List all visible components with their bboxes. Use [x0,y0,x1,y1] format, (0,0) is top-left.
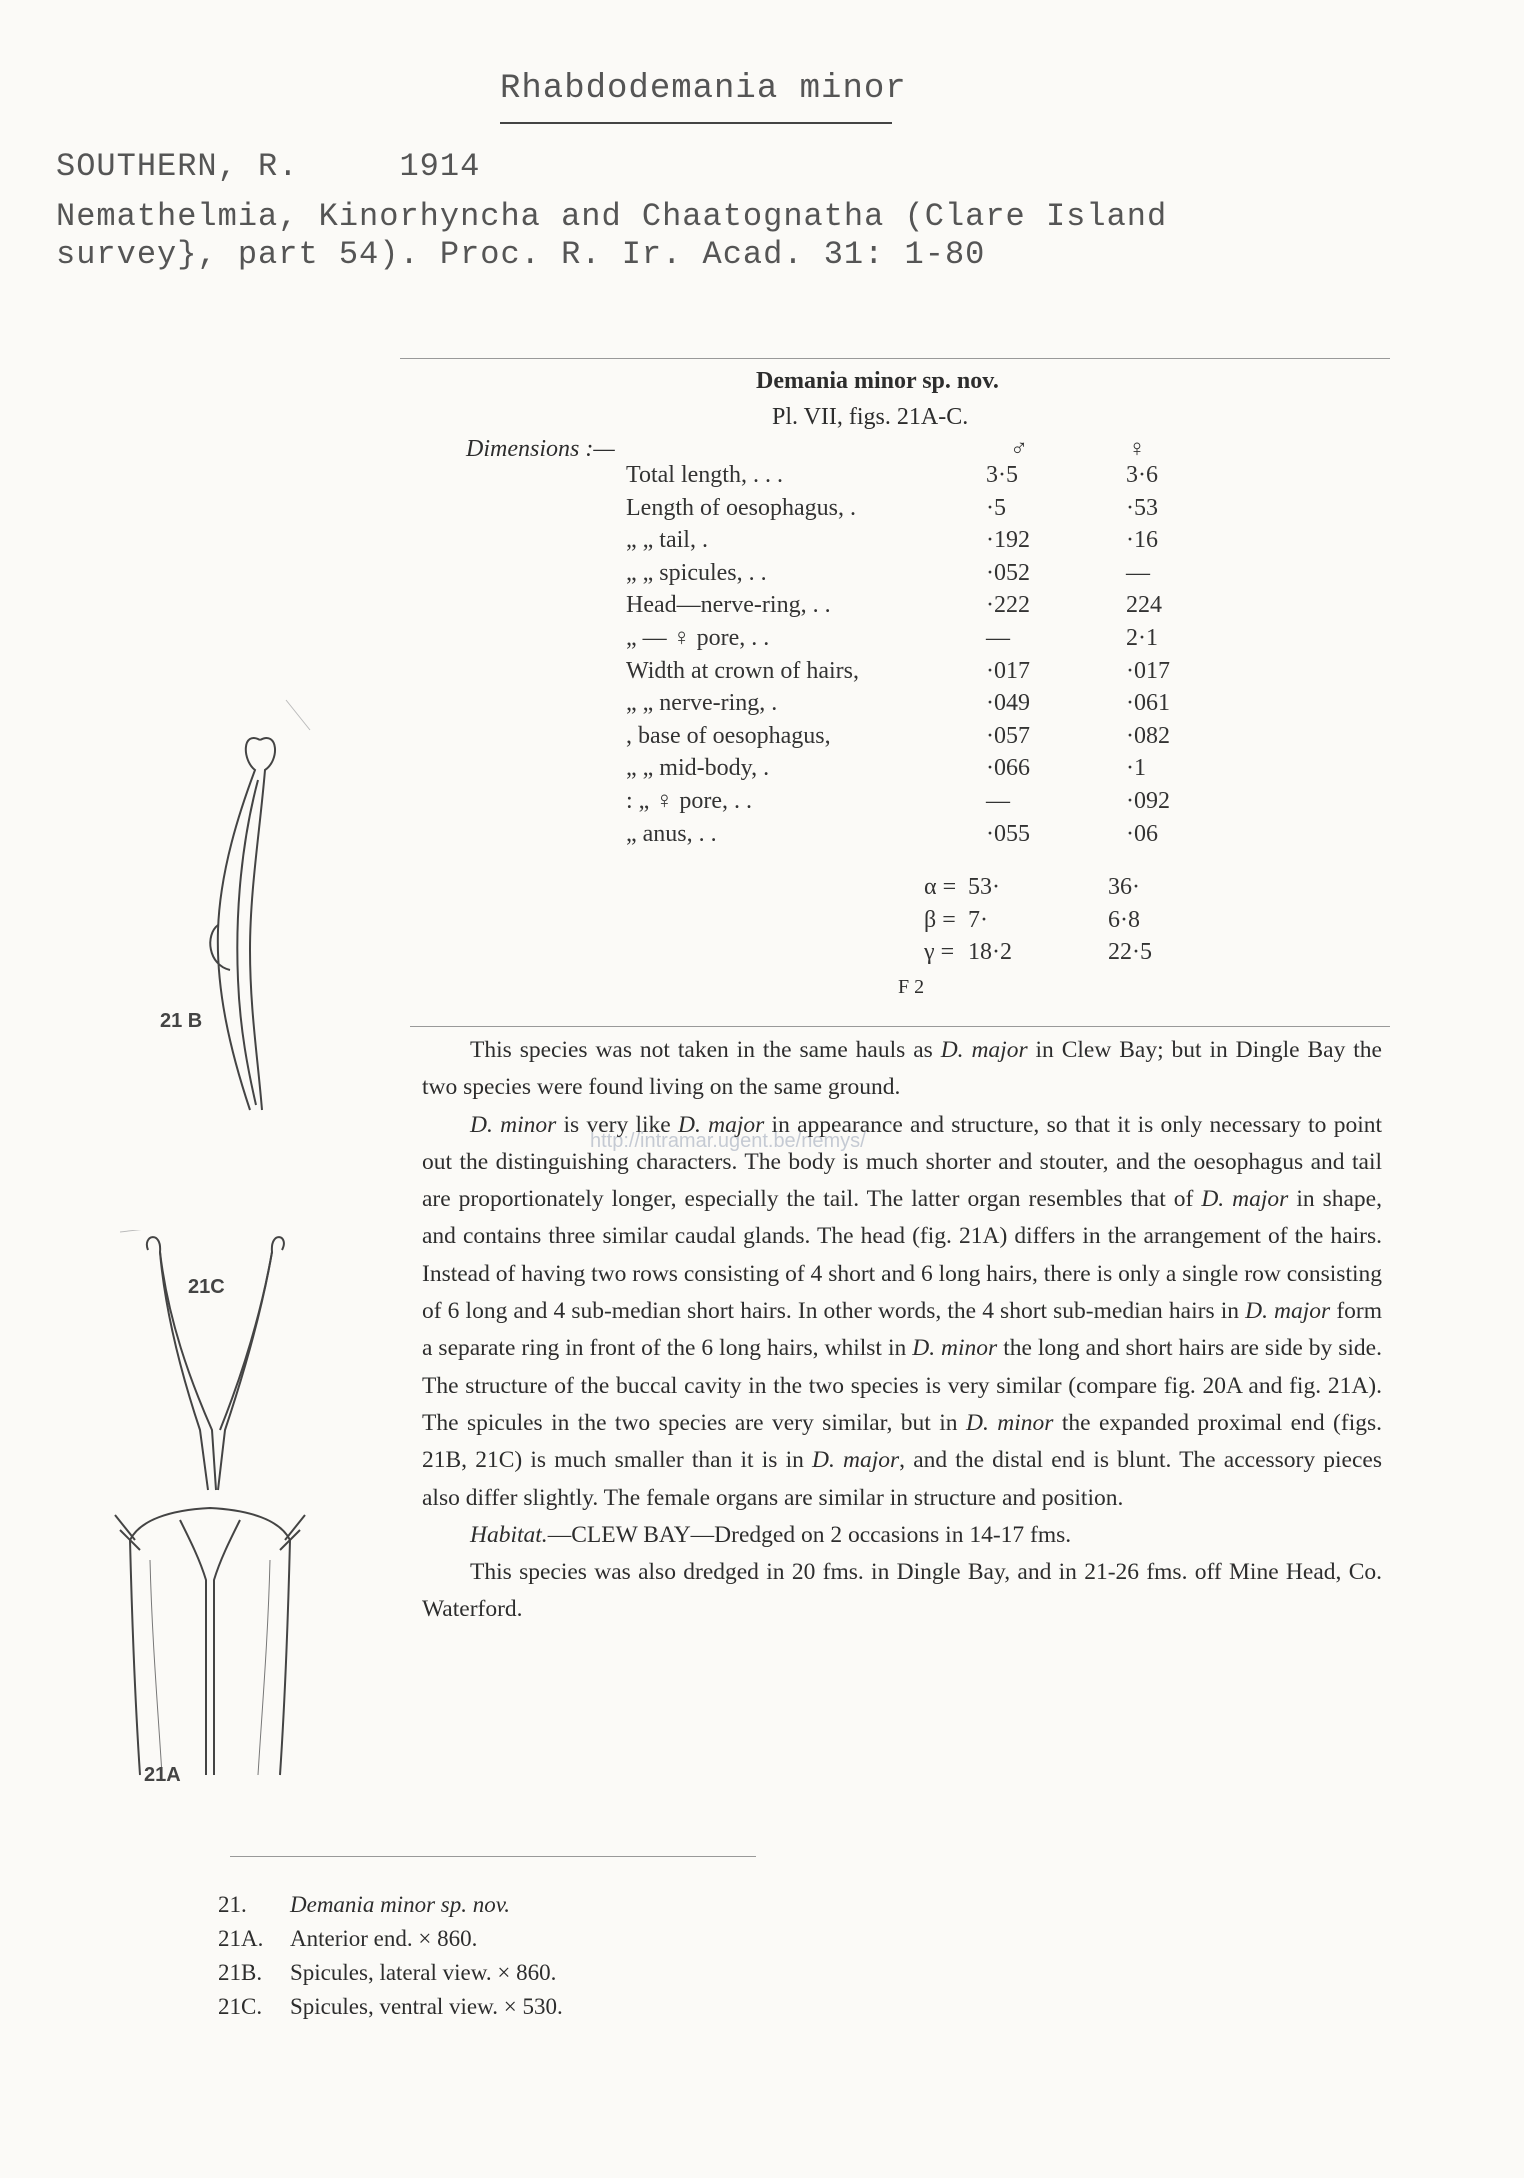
reference-author-line [56,148,480,185]
female-symbol: ♀ [1128,436,1146,462]
dim-row-female-value: 3·6 [1126,462,1158,488]
author: SOUTHERN, R. [56,148,299,185]
dim-row-female-value: 224 [1126,592,1162,619]
dim-row-male-value: ·192 [986,527,1030,554]
ratio-label: γ = [924,939,955,966]
species-heading: Demania minor sp. nov. [756,368,999,394]
dim-row-male-value: 3·5 [986,462,1018,488]
ratio-female-value: 36· [1108,874,1140,900]
dim-row-label: „ — ♀ pore, . . [626,625,770,651]
dim-row-female-value: 2·1 [1126,625,1158,651]
watermark: http://intramar.ugent.be/nemys/ [590,1130,866,1152]
dim-row-label: Total length, . . . [626,462,783,488]
dim-row-male-value: — [986,788,1010,814]
text-top-rule [410,1026,1390,1027]
caption-text: Spicules, lateral view. × 860. [290,1960,557,1985]
year: 1914 [399,148,481,185]
figure-21c-drawing [120,1230,310,1500]
caption-row [218,1960,556,1986]
ratio-label: β = [924,906,956,933]
plate-reference: Pl. VII, figs. 21A-C. [772,404,969,430]
dim-row-label: „ „ mid-body, . [626,755,770,782]
dim-row-male-value: ·049 [986,690,1030,717]
dim-row-label: „ „ tail, . [626,527,708,554]
caption-text: Demania minor sp. nov. [290,1892,510,1917]
figure-21a-drawing [110,1500,310,1780]
dim-row-label: , base of oesophagus, [626,722,831,749]
caption-number: 21A. [218,1926,264,1951]
dim-row-female-value: ·061 [1126,690,1170,717]
caption-text: Anterior end. × 860. [290,1926,478,1951]
citation-line-2: survey}, part 54). Proc. R. Ir. Acad. 31: 1-80 [56,236,986,273]
citation-line-1: Nemathelmia, Kinorhyncha and Chaatognatha (Clare Island [56,198,1168,235]
figure-21c-label: 21C [188,1276,225,1298]
ratio-female-value: 6·8 [1108,906,1140,933]
dim-row-female-value: ·16 [1126,527,1158,554]
dim-row-label: „ „ spicules, . . [626,559,767,586]
ratio-label: α = [924,874,957,900]
male-symbol: ♂ [1010,436,1028,462]
article-top-rule [400,358,1390,359]
paragraph-habitat: Habitat.—CLEW BAY—Dredged on 2 occasions in 14-17 fms. [470,1521,1072,1548]
dim-row-male-value: — [986,625,1010,651]
caption-row [218,1994,563,2020]
ratio-male-value: 7· [968,906,988,933]
paragraph-2: D. minor is very like D. major in appearance and structure, so that it is only necessary to point out the distinguishing characters. The body is much shorter and stouter, and the oesophagus and tail are proportionately longer, especially the tail. The latter organ resembles that of D. major in shape, and contains three similar caudal glands. The head (fig. 21A) differs in the arrangement of the hairs. Instead of having two rows consisting of 4 short and 6 long hairs, there is only a single row consisting of 6 long and 4 sub-median short hairs. In other words, the 4 short sub-median hairs in D. major form a separate ring in front of the 6 long hairs, whilst in D. minor the long and short hairs are side by side. The structure of the buccal cavity in the two species is very similar (compare fig. 20A and fig. 21A). The spicules in the two species are very similar, but in D. minor the expanded proximal end (figs. 21B, 21C) is much smaller than it is in D. major, and the distal end is blunt. The accessory pieces also differ slightly. The female organs are similar in structure and position. [422,1111,1383,1511]
dim-row-female-value: ·06 [1126,820,1158,847]
caption-number: 21B. [218,1960,263,1985]
dim-row-label: Head—nerve-ring, . . [626,592,831,619]
dim-row-male-value: ·066 [986,755,1030,782]
caption-number: 21. [218,1892,247,1917]
dim-row-male-value: ·057 [986,722,1030,749]
caption-rule [230,1856,756,1857]
dim-row-male-value: ·052 [986,559,1030,586]
signature-mark: F 2 [898,976,925,998]
dim-row-female-value: ·53 [1126,494,1158,521]
ratio-female-value: 22·5 [1108,939,1152,966]
caption-row [218,1926,477,1952]
dim-row-label: Length of oesophagus, . [626,494,856,521]
body-text [422,1032,1382,1629]
page-title: Rhabdodemania minor [500,70,907,108]
ratio-male-value: 18·2 [968,939,1012,966]
paragraph-4: This species was also dredged in 20 fms. in Dingle Bay, and in 21-26 fms. off Mine Head, Co. Waterford. [422,1559,1382,1623]
dim-row-label: Width at crown of hairs, [626,657,859,684]
dim-row-female-value: ·1 [1126,755,1146,782]
paragraph-1: This species was not taken in the same hauls as D. major in Clew Bay; but in Dingle Bay the two species were found living on the same ground. [422,1037,1382,1101]
dim-row-male-value: ·5 [986,494,1006,521]
dim-row-female-value: — [1126,559,1150,586]
ratio-male-value: 53· [968,874,1000,900]
dim-row-label: : „ ♀ pore, . . [626,788,752,814]
figure-21a-label: 21A [144,1764,181,1786]
figure-21b-drawing [150,690,350,1130]
dim-row-female-value: ·092 [1126,788,1170,814]
title-underline [500,122,892,124]
dim-row-male-value: ·017 [986,657,1030,684]
dim-row-male-value: ·055 [986,820,1030,847]
dim-row-label: „ anus, . . [626,820,717,847]
figure-21b-label: 21 B [160,1010,203,1032]
dim-row-label: „ „ nerve-ring, . [626,690,778,717]
dimensions-label: Dimensions :— [466,436,615,462]
caption-text: Spicules, ventral view. × 530. [290,1994,563,2019]
dim-row-male-value: ·222 [986,592,1030,619]
caption-row [218,1892,510,1918]
dim-row-female-value: ·082 [1126,722,1170,749]
dim-row-female-value: ·017 [1126,657,1170,684]
caption-number: 21C. [218,1994,263,2019]
